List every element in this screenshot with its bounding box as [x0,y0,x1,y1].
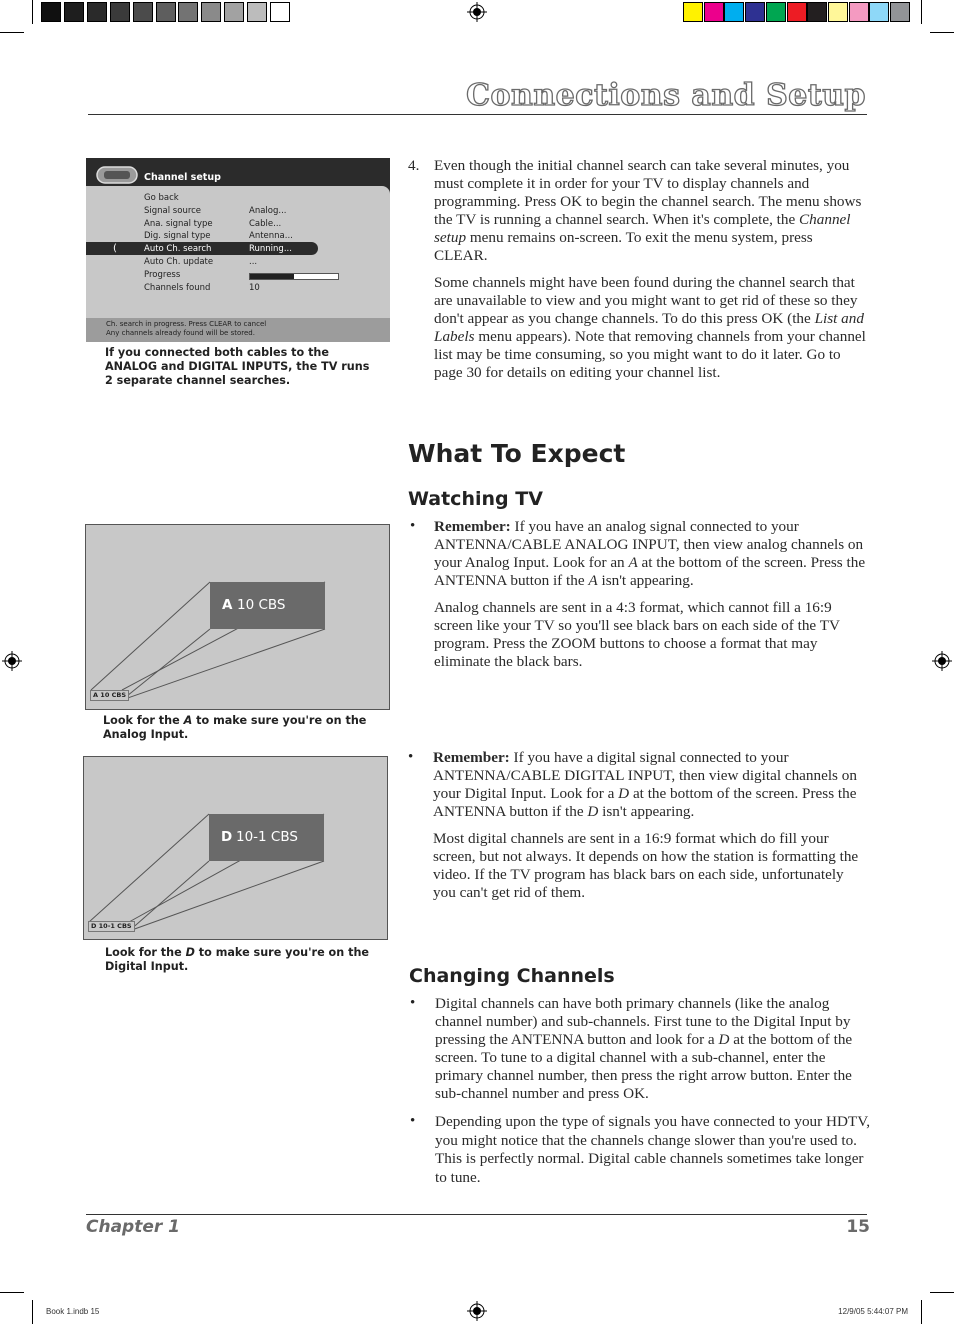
gray-swatch [64,2,84,22]
analog-caption [103,714,373,742]
step-number: 4. [408,157,420,174]
caption-letter: A [183,714,193,727]
channel-label: 10-1 CBS [236,829,298,845]
gray-swatch [224,2,244,22]
progress-bar [249,273,339,280]
text-run: A [628,554,638,571]
bullet: • [410,995,416,1011]
bullet: • [410,518,416,534]
watching-bullet-analog [434,518,870,680]
color-swatch [869,2,889,22]
text-run: isn't appearing. [597,572,694,589]
menu-row-label[interactable]: Dig. signal type [144,231,211,242]
input-letter: A [222,597,233,613]
gray-swatch [247,2,267,22]
step4-paragraph [434,274,870,382]
bullet-paragraph [433,749,870,821]
gray-swatch [133,2,153,22]
bullet-paragraph: Depending upon the type of signals you have connected to your HDTV, you might notice that the channels change slower than you're used to. This is perfectly normal. Digital cable channels sometimes take longer to tune. [435,1113,871,1186]
channel-setup-icon [94,164,142,186]
bullet-paragraph [434,518,870,590]
page-title: Connections and Setup [466,78,866,113]
caption-text: to make sure you're on the Digital Input. [105,946,369,973]
back-chevron-icon: ( [113,243,117,254]
analog-screen-illustration [85,524,390,710]
menu-name: Channel setup [434,211,851,246]
crop-mark [921,0,922,24]
remember-label: Remember: [434,518,511,535]
crop-mark [0,32,24,33]
color-swatch [724,2,744,22]
color-swatch [683,2,703,22]
menu-row-value: Analog... [249,205,287,216]
gray-swatch [270,2,290,22]
mini-channel-banner: A 10 CBS [90,690,129,701]
menu-row-label[interactable]: Go back [144,193,179,203]
color-swatch [704,2,724,22]
gray-swatch [178,2,198,22]
crop-mark [930,32,954,33]
menu-row-label[interactable]: Channels found [144,282,211,293]
channel-setup-menu-screenshot [86,158,390,342]
menu-caption: If you connected both cables to the ANALOG and DIGITAL INPUTS, the TV runs 2 separate channel searches. [105,346,370,387]
text-run: Digital channels can have both primary channels (like the analog channel number) and sub-channels. First tune to the Digital Input by pressing the ANTENNA button and look for a [435,995,851,1048]
color-swatch [766,2,786,22]
color-swatch [828,2,848,22]
menu-name: List and Labels [434,310,864,345]
footer-rule [86,1214,867,1215]
menu-footer [86,318,390,342]
section-heading: What To Expect [408,439,626,468]
gray-swatch [41,2,61,22]
color-swatch [849,2,869,22]
text-run: D [718,1031,730,1048]
bullet-paragraph [435,995,871,1103]
bullet-paragraph: Most digital channels are sent in a 16:9 format which do fill your screen, but not always. It depends on how the station is formatting the video. If the TV program has black bars on each side, unfortunately you can't get rid of them. [433,830,859,901]
watching-bullet-digital [433,749,870,911]
progress-bar-fill [250,274,294,279]
digital-caption [105,946,375,974]
digital-screen-illustration [83,756,388,940]
menu-row-value: 10 [249,282,260,293]
crop-mark [930,1292,954,1293]
text-run: menu remains on-screen. To exit the menu system, press CLEAR. [434,229,813,264]
step4-text [434,157,870,391]
bullet-paragraph: Analog channels are sent in a 4:3 format, which cannot fill a 16:9 screen like your TV so you'll see black bars on each side of the TV program. Press the ZOOM buttons to choose a format that may eliminate the black bars. [434,599,840,670]
crop-mark [32,1300,33,1324]
caption-text: Look for the [105,946,186,959]
color-swatch [745,2,765,22]
chapter-label: Chapter 1 [86,1217,181,1237]
menu-row-label[interactable]: Ana. signal type [144,218,213,229]
menu-footer-line1: Ch. search in progress. Press CLEAR to cancel [106,320,267,328]
subsection-heading: Watching TV [408,488,543,510]
text-run: at the bottom of the screen. Press the ANTENNA button if the [433,785,857,820]
menu-row-label[interactable]: Auto Ch. search [144,244,212,255]
text-run: menu appears). Note that removing channels from your channel list may be time consuming, so you might want to do it later. Go to page 30 for details on editing your channel list. [434,328,866,381]
text-run: A [588,572,598,589]
remember-label: Remember: [433,749,510,766]
menu-title: Channel setup [144,172,221,183]
menu-row-value: Running... [249,244,292,255]
color-swatch [787,2,807,22]
page-number: 15 [846,1217,870,1237]
crop-mark [32,0,33,24]
crop-mark [921,1300,922,1324]
menu-row-value: Cable... [249,218,282,229]
text-run: If you have a digital signal connected to your ANTENNA/CABLE DIGITAL INPUT, then view digital channels on your Digital Input. Look for a [433,749,857,802]
gray-swatch [156,2,176,22]
header-rule [88,114,867,115]
channel-banner [210,582,325,629]
step4-paragraph [434,157,870,265]
file-slug: Book 1.indb 15 [46,1307,100,1316]
text-run: isn't appearing. [598,803,695,820]
text-run: Even though the initial channel search can take several minutes, you must complete it in order for your TV to display channels and programming. Press OK to begin the channel search. The menu shows the TV is running a channel search. When it's complete, the [434,157,862,228]
registration-mark-icon [932,651,952,671]
bullet: • [410,1113,416,1129]
registration-mark-icon [467,2,487,22]
caption-letter: D [185,946,195,959]
text-run: D [618,785,630,802]
caption-text: Look for the [103,714,184,727]
subsection-heading: Changing Channels [409,965,615,987]
text-run: D [587,803,599,820]
color-swatch [890,2,910,22]
text-run: at the bottom of the screen. To tune to a digital channel with a sub-channel, enter the primary channel number, then press the right arrow button. Enter the sub-channel number and press OK. [435,1031,853,1102]
registration-mark-icon [2,651,22,671]
text-run: at the bottom of the screen. Press the ANTENNA button if the [434,554,866,589]
crop-mark [0,1292,24,1293]
channel-label: 10 CBS [237,597,286,613]
caption-text: to make sure you're on the Analog Input. [103,714,367,741]
menu-row-value: ... [249,257,258,267]
text-run: Some channels might have been found during the channel search that are unavailable to view and you might want to get rid of these so they don't appear as you change channels. To do this press OK (the [434,274,858,327]
menu-row-value: Antenna... [249,231,293,242]
changing-bullet-subchannels [435,995,871,1112]
changing-bullet-speed [435,1113,871,1196]
gray-swatch [201,2,221,22]
bullet: • [408,749,414,765]
date-slug: 12/9/05 5:44:07 PM [838,1307,908,1316]
menu-row-label[interactable]: Auto Ch. update [144,257,214,267]
gray-swatch [87,2,107,22]
input-letter: D [221,829,233,845]
registration-mark-icon [467,1301,487,1321]
color-swatch [807,2,827,22]
text-run: If you have an analog signal connected to your ANTENNA/CABLE ANALOG INPUT, then view analog channels on your Analog Input. Look for an [434,518,864,571]
menu-footer-line2: Any channels already found will be stored. [106,329,255,337]
mini-channel-banner: D 10-1 CBS [88,921,135,932]
menu-row-label[interactable]: Progress [144,269,181,280]
channel-banner [209,814,324,861]
menu-row-label[interactable]: Signal source [144,205,202,216]
gray-swatch [110,2,130,22]
